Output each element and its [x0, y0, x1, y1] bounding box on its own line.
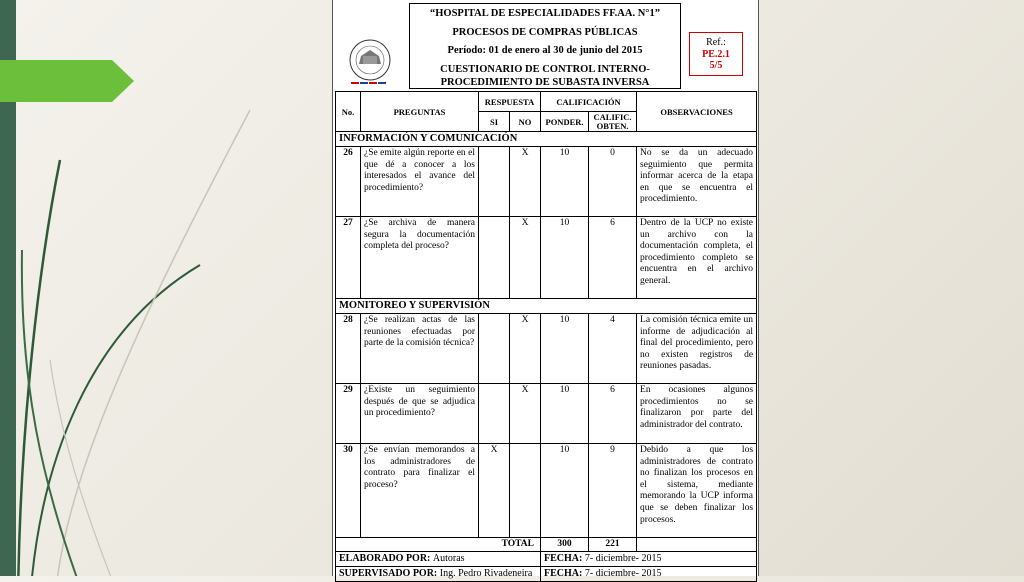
table-row	[336, 384, 757, 444]
col-ponder: PONDER.	[541, 112, 589, 132]
total-row	[336, 538, 757, 552]
ponder-value: 10	[541, 147, 589, 217]
answer-si	[479, 314, 510, 384]
supervisado-cell	[336, 567, 541, 582]
col-calific-obten: CALIFIC. OBTEN.	[589, 112, 637, 132]
col-si: SI	[479, 112, 510, 132]
table-header-row	[336, 92, 757, 112]
observation-text: En ocasiones algunos procedimientos no se finalizaron por parte del administrador del contrato.	[637, 384, 757, 444]
section-title: MONITOREO Y SUPERVISIÓN	[336, 299, 757, 314]
answer-si	[479, 147, 510, 217]
obtained-value: 6	[589, 217, 637, 299]
supervisado-label: SUPERVISADO POR:	[339, 568, 438, 579]
question-number: 26	[336, 147, 361, 217]
document-title-block	[409, 3, 681, 89]
question-number: 29	[336, 384, 361, 444]
total-empty-cell	[637, 538, 757, 552]
hospital-logo-icon	[339, 38, 401, 86]
question-text: ¿Se realizan actas de las reuniones efectuadas por parte de la comisión técnica?	[361, 314, 479, 384]
answer-si: X	[479, 444, 510, 538]
table-row	[336, 217, 757, 299]
question-text: ¿Se envían memorandos a los administradores de contrato para finalizar el proceso?	[361, 444, 479, 538]
questionnaire-title-2: PROCEDIMIENTO DE SUBASTA INVERSA	[440, 77, 650, 88]
footer-row-elaborado	[336, 552, 757, 567]
col-no-answer: NO	[510, 112, 541, 132]
question-text: ¿Se emite algún reporte en el que dé a conocer a los interesados el avance del procedimiento?	[361, 147, 479, 217]
ref-label: Ref.:	[706, 37, 726, 48]
process-name: PROCESOS DE COMPRAS PÚBLICAS	[452, 26, 638, 38]
fecha2-cell	[541, 567, 757, 582]
obtained-value: 0	[589, 147, 637, 217]
questionnaire-title-1: CUESTIONARIO DE CONTROL INTERNO-	[440, 63, 650, 75]
total-label: TOTAL	[336, 538, 541, 552]
total-obtained: 221	[589, 538, 637, 552]
answer-no: X	[510, 147, 541, 217]
answer-no	[510, 444, 541, 538]
green-arrow-shape	[0, 60, 134, 102]
ponder-value: 10	[541, 217, 589, 299]
answer-si	[479, 217, 510, 299]
section-row	[336, 132, 757, 147]
reference-box	[689, 32, 743, 76]
total-ponder: 300	[541, 538, 589, 552]
answer-si	[479, 384, 510, 444]
observation-text: Dentro de la UCP no existe un archivo con la documentación completa, el procedimiento completo se encuentra en el archivo general.	[637, 217, 757, 299]
ponder-value: 10	[541, 314, 589, 384]
hospital-name: “HOSPITAL DE ESPECIALIDADES FF.AA. N°1”	[430, 8, 660, 19]
obtained-value: 9	[589, 444, 637, 538]
document-page	[332, 0, 759, 579]
fecha1-value: 7- diciembre- 2015	[584, 553, 662, 564]
observation-text: La comisión técnica emite un informe de adjudicación al final del procedimiento, pero no existen registros de reuniones pasadas.	[637, 314, 757, 384]
observation-text: Debido a que los administradores de contrato no finalizan los procesos en el sistema, mediante memorando la UCP informa que se deben finalizar los procesos.	[637, 444, 757, 538]
section-row	[336, 299, 757, 314]
answer-no: X	[510, 384, 541, 444]
col-observaciones: OBSERVACIONES	[637, 92, 757, 132]
col-calificacion: CALIFICACIÓN	[541, 92, 637, 112]
obtained-value: 6	[589, 384, 637, 444]
question-text: ¿Existe un seguimiento después de que se adjudica un procedimiento?	[361, 384, 479, 444]
col-respuesta: RESPUESTA	[479, 92, 541, 112]
elaborado-cell	[336, 552, 541, 567]
ref-page: 5/5	[709, 60, 723, 71]
table-row	[336, 444, 757, 538]
table-row	[336, 314, 757, 384]
obtained-value: 4	[589, 314, 637, 384]
answer-no: X	[510, 217, 541, 299]
ref-code: PE.2.1	[702, 48, 730, 60]
col-preguntas: PREGUNTAS	[361, 92, 479, 132]
col-no: No.	[336, 92, 361, 132]
question-number: 30	[336, 444, 361, 538]
footer-row-supervisado	[336, 567, 757, 582]
answer-no: X	[510, 314, 541, 384]
question-number: 28	[336, 314, 361, 384]
fecha1-cell	[541, 552, 757, 567]
observation-text: No se da un adecuado seguimiento que permita informar acerca de la etapa en que se encuentra el procedimiento.	[637, 147, 757, 217]
period-line: Período: 01 de enero al 30 de junio del 2015	[447, 45, 643, 56]
document-header	[333, 0, 758, 92]
question-text: ¿Se archiva de manera segura la documentación completa del proceso?	[361, 217, 479, 299]
table-row	[336, 147, 757, 217]
elaborado-value: Autoras	[432, 553, 465, 564]
supervisado-value: Ing. Pedro Rivadeneira	[439, 568, 533, 579]
section-title: INFORMACIÓN Y COMUNICACIÓN	[336, 132, 757, 147]
fecha2-label: FECHA:	[544, 568, 583, 579]
ponder-value: 10	[541, 384, 589, 444]
fecha1-label: FECHA:	[544, 553, 583, 564]
fecha2-value: 7- diciembre- 2015	[584, 568, 662, 579]
ponder-value: 10	[541, 444, 589, 538]
control-questionnaire-table	[335, 91, 757, 582]
elaborado-label: ELABORADO POR:	[339, 553, 431, 564]
question-number: 27	[336, 217, 361, 299]
